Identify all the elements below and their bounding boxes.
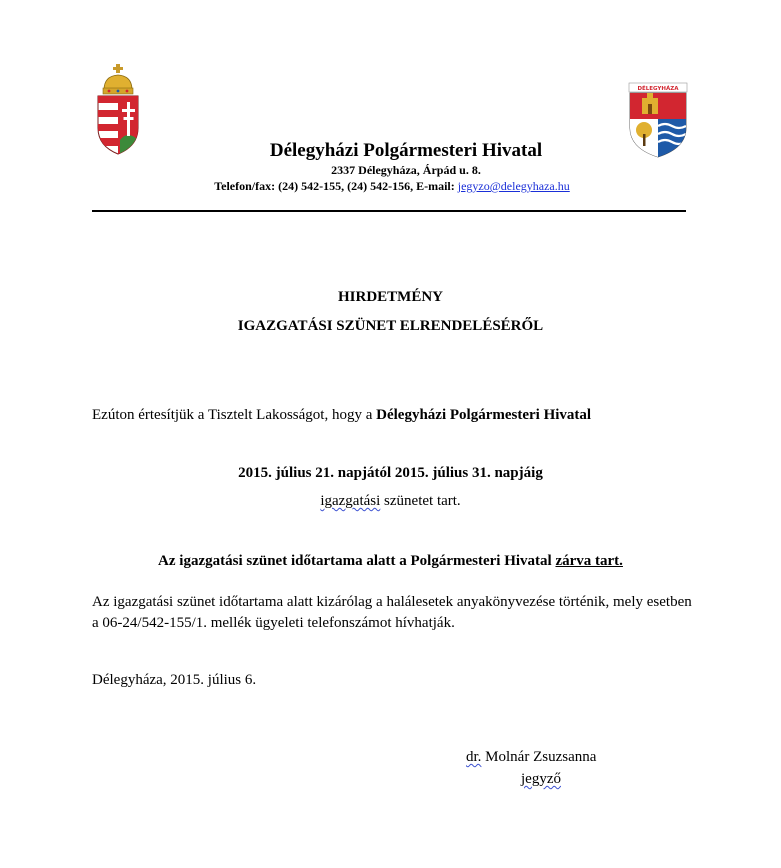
closure-statement	[0, 493, 781, 510]
signatory-name	[466, 749, 596, 766]
intro-paragraph	[92, 405, 692, 426]
signatory-role-text: jegyző	[521, 771, 561, 787]
office-closed-text: Az igazgatási szünet időtartama alatt a Polgármesteri Hivatal	[158, 553, 556, 569]
office-contact	[92, 179, 692, 194]
header-divider	[92, 210, 686, 212]
contact-phone-fax: Telefon/fax: (24) 542-155, (24) 542-156, E-mail:	[214, 179, 455, 193]
signatory-title: dr.	[466, 749, 482, 765]
email-link[interactable]: jegyzo@delegyhaza.hu	[457, 179, 570, 193]
place-date: Délegyháza, 2015. július 6.	[92, 672, 257, 688]
intro-office-name: Délegyházi Polgármesteri Hivatal	[376, 407, 592, 423]
office-address: 2337 Délegyháza, Árpád u. 8.	[331, 163, 481, 177]
closure-dates: 2015. július 21. napjától 2015. július 31. napjáig	[238, 465, 543, 481]
notice-subtitle: IGAZGATÁSI SZÜNET ELRENDELÉSÉRŐL	[237, 318, 544, 334]
office-closed-emphasis: zárva tart.	[555, 553, 623, 569]
office-closed-notice	[0, 553, 781, 570]
logo-town-name: DÉLEGYHÁZA	[637, 86, 679, 92]
closure-statement-rest: szünetet tart.	[380, 493, 461, 509]
spellcheck-word: igazgatási	[320, 493, 381, 509]
office-name: Délegyházi Polgármesteri Hivatal	[269, 140, 543, 161]
signatory-full-name: Molnár Zsuzsanna	[481, 749, 597, 765]
notice-title: HIRDETMÉNY	[337, 289, 443, 305]
signatory-role	[521, 771, 561, 788]
intro-text: Ezúton értesítjük a Tisztelt Lakosságot, hogy a	[92, 407, 377, 423]
info-paragraph: Az igazgatási szünet időtartama alatt kizárólag a halálesetek anyakönyvezése történik, mely esetben a 06-24/542-155/1. mellék ügyeleti telefonszámot hívhatják.	[92, 594, 692, 631]
